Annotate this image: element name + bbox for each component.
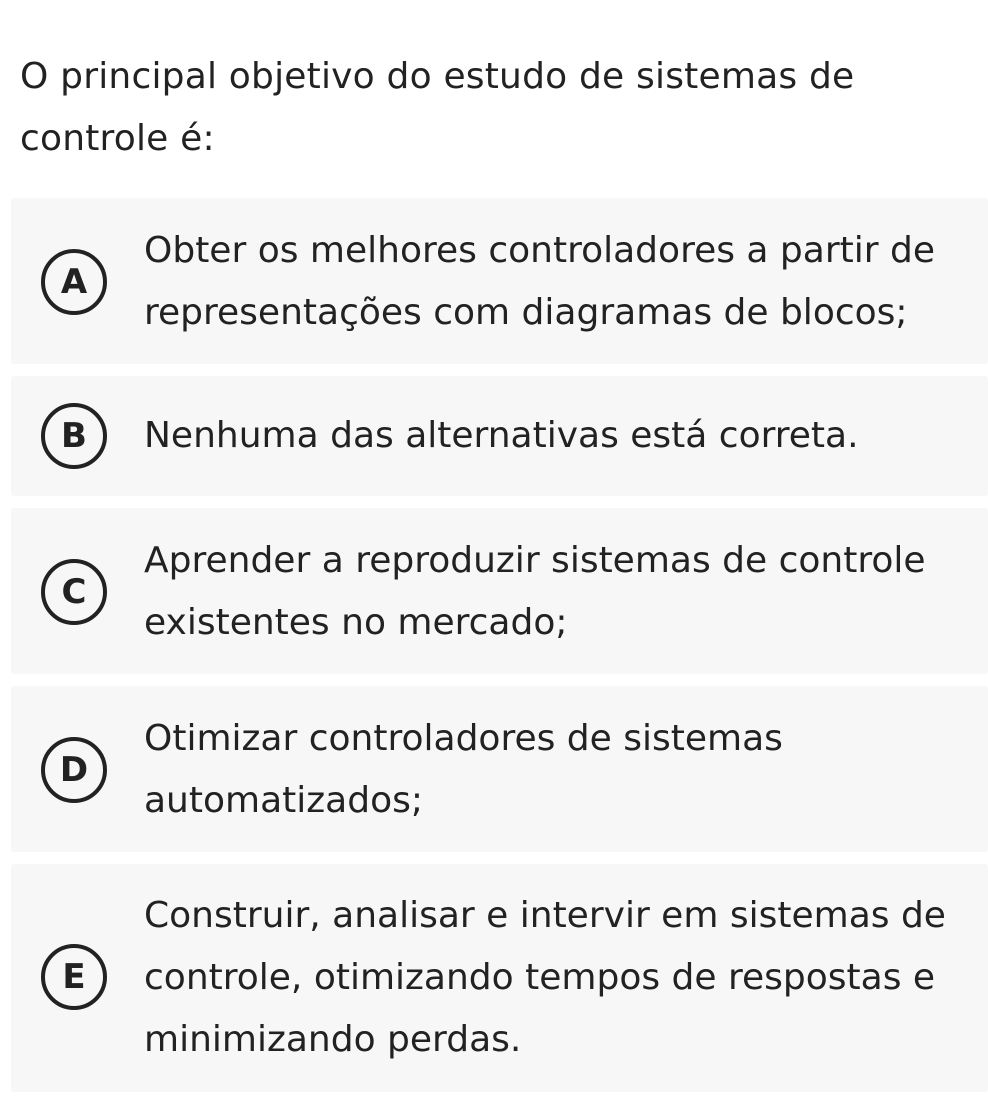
option-e-letter-badge: E xyxy=(41,944,107,1010)
option-c-letter-badge: C xyxy=(41,559,107,625)
option-b-text: Nenhuma das alternativas está correta. xyxy=(144,415,859,456)
question-text: O principal objetivo do estudo de sistemas de controle é: xyxy=(20,56,855,159)
option-d-letter-badge: D xyxy=(41,737,107,803)
option-c-text: Aprender a reproduzir sistemas de controle existentes no mercado; xyxy=(144,540,926,643)
option-d[interactable] xyxy=(11,686,988,852)
option-b-letter-badge: B xyxy=(41,403,107,469)
option-b[interactable] xyxy=(11,376,988,496)
option-c[interactable] xyxy=(11,508,988,674)
option-a-letter-badge: A xyxy=(41,249,107,315)
option-a[interactable] xyxy=(11,198,988,364)
option-e-text: Construir, analisar e intervir em sistemas de controle, otimizando tempos de respostas e minimizando perdas. xyxy=(144,895,946,1060)
option-d-text: Otimizar controladores de sistemas automatizados; xyxy=(144,718,783,821)
option-e[interactable] xyxy=(11,864,988,1092)
option-a-text: Obter os melhores controladores a partir de representações com diagramas de blocos; xyxy=(144,230,935,333)
